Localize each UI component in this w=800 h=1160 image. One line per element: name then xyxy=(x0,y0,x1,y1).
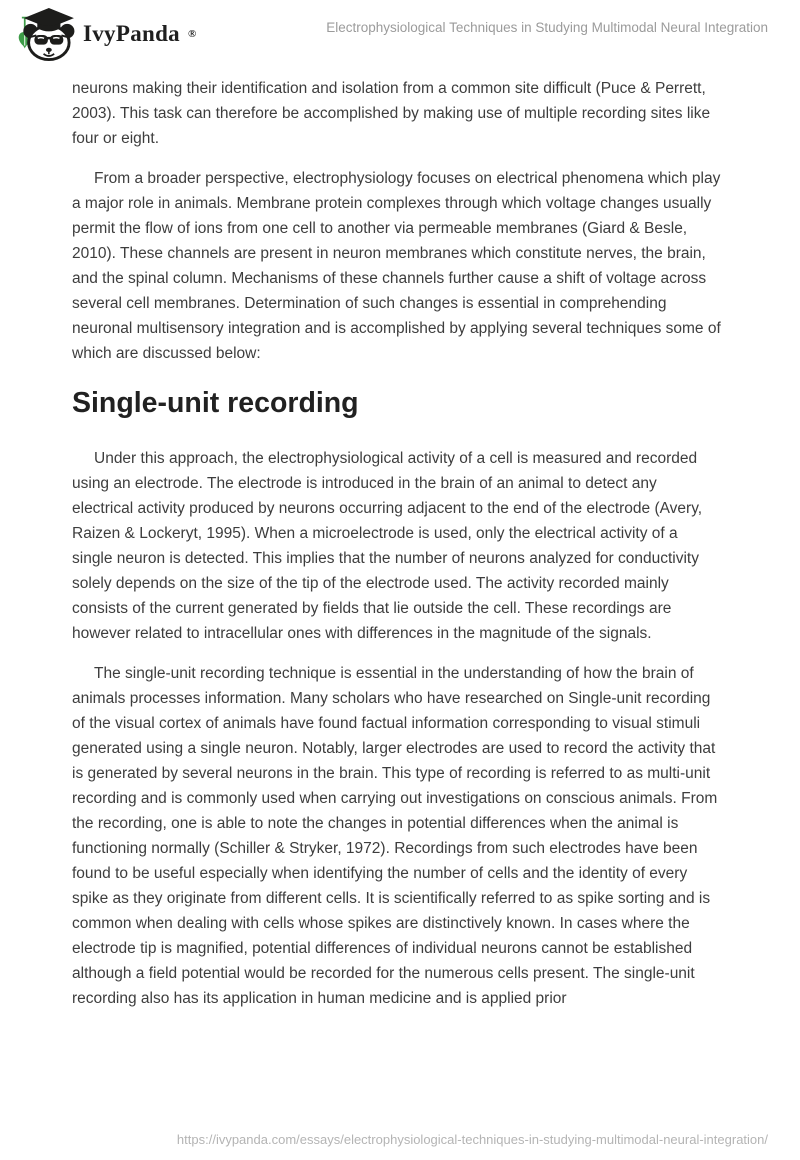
article-body xyxy=(0,62,800,1011)
paragraph: The single-unit recording technique is essential in the understanding of how the brain of animals processes information. Many scholars who have researched on Single-unit recording of the visual cortex of animals have found factual information corresponding to visual stimuli generated using a single neuron. Notably, larger electrodes are used to record the activity that is generated by several neurons in the brain. This type of recording is referred to as multi-unit recording and is commonly used when carrying out investigations on conscious animals. From the recording, one is able to note the changes in potential differences when the animal is functioning normally (Schiller & Stryker, 1972). Recordings from such electrodes have been found to be useful especially when identifying the number of cells and the identity of every spike as they originate from different cells. It is scientifically referred to as spike sorting and is common when dealing with cells whose spikes are distinctively known. In cases where the electrode tip is magnified, potential differences of individual neurons cannot be established although a field potential would be recorded for the numerous cells present. The single-unit recording also has its application in human medicine and is applied prior xyxy=(72,665,718,1007)
document-title: Electrophysiological Techniques in Studying Multimodal Neural Integration xyxy=(326,19,768,35)
ivypanda-logo[interactable] xyxy=(14,7,196,61)
page-header xyxy=(0,0,800,62)
section-heading: Single-unit recording xyxy=(72,387,359,419)
registered-trademark-symbol: ® xyxy=(187,28,197,40)
paragraph: neurons making their identification and isolation from a common site difficult (Puce & Perrett, 2003). This task can therefore be accomplished by making use of multiple recording sites like four or eight. xyxy=(72,80,711,147)
panda-graduation-cap-icon xyxy=(14,7,76,61)
source-url-link[interactable]: https://ivypanda.com/essays/electrophysiological-techniques-in-studying-multimodal-neural-integration/ xyxy=(176,1132,768,1147)
brand-name: IvyPanda xyxy=(83,21,180,46)
paragraph: From a broader perspective, electrophysiology focuses on electrical phenomena which play a major role in animals. Membrane protein complexes through which voltage changes usually permit the flow of ions from one cell to another via permeable membranes (Giard & Besle, 2010). These channels are present in neuron membranes which constitute nerves, the brain, and the spinal column. Mechanisms of these channels further cause a shift of voltage across several cell membranes. Determination of such changes is essential in comprehending neuronal multisensory integration and is accomplished by applying several techniques some of which are discussed below: xyxy=(72,170,721,362)
paragraph: Under this approach, the electrophysiological activity of a cell is measured and recorded using an electrode. The electrode is introduced in the brain of an animal to detect any electrical activity produced by neurons occurring adjacent to the end of the electrode (Avery, Raizen & Lockeryt, 1995). When a microelectrode is used, only the electrical activity of a single neuron is detected. This implies that the number of neurons analyzed for conductivity solely depends on the size of the tip of the electrode used. The activity recorded mainly consists of the current generated by fields that lie outside the cell. These recordings are however related to intracellular ones with differences in the magnitude of the signals. xyxy=(72,450,703,642)
